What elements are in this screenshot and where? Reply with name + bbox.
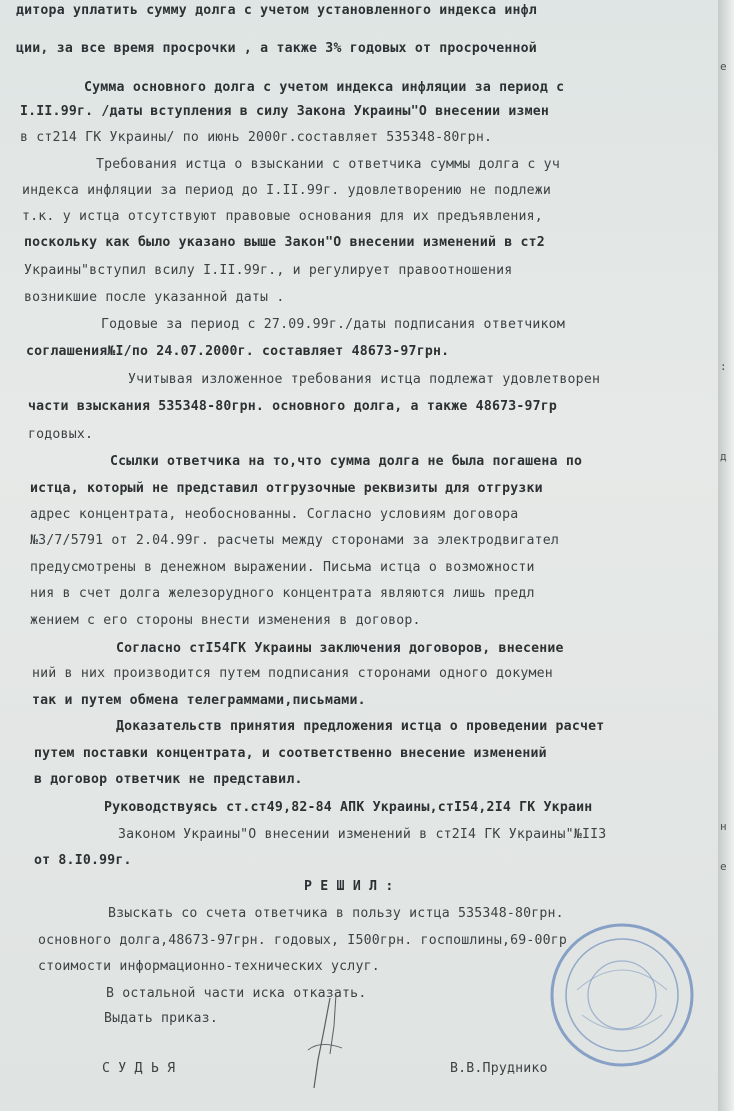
text-line: ний в них производится путем подписания сторонами одного докумен <box>32 666 553 681</box>
text-line: I.II.99г. /даты вступления в силу Закона Украины"О внесении измен <box>20 104 550 119</box>
text-line: в договор ответчик не представил. <box>34 772 303 787</box>
resolution-heading: Р Е Ш И Л : <box>304 879 394 894</box>
text-line: №3/7/5791 от 2.04.99г. расчеты между сторонами за электродвигател <box>30 533 560 548</box>
text-line: путем поставки концентрата, и соответственно внесение изменений <box>34 746 547 761</box>
text-line: дитора уплатить сумму долга с учетом установленного индекса инфл <box>16 3 537 18</box>
text-line: адрес концентрата, необоснованны. Согласно условиям договора <box>30 507 519 522</box>
text-line: основного долга,48673-97грн. годовых, I500грн. госпошлины,69-00гр <box>38 933 568 948</box>
text-line: возникшие после указанной даты . <box>24 290 285 305</box>
text-line: в ст214 ГК Украины/ по июнь 2000г.составляет 535348-80грн. <box>20 130 493 145</box>
edge-fragment: е <box>720 860 727 873</box>
text-line: индекса инфляции за период до I.II.99г. удовлетворению не подлежи <box>22 183 552 198</box>
text-line: Взыскать со счета ответчика в пользу истца 535348-80грн. <box>108 906 564 921</box>
text-line: части взыскания 535348-80грн. основного долга, а также 48673-97гр <box>28 399 558 414</box>
signature <box>290 990 380 1090</box>
text-line: т.к. у истца отсутствуют правовые основания для их предъявления, <box>22 209 543 224</box>
edge-fragment: : <box>720 360 727 373</box>
text-line: Согласно стI54ГК Украины заключения договоров, внесение <box>116 641 564 656</box>
text-line: ния в счет долга железорудного концентрата являются лишь предл <box>30 586 535 601</box>
text-line: предусмотрены в денежном выражении. Письма истца о возможности <box>30 560 535 575</box>
text-line: от 8.I0.99г. <box>34 853 132 868</box>
text-line: В остальной части иска отказать. <box>106 986 367 1001</box>
text-line: Руководствуясь ст.ст49,82-84 АПК Украины,стI54,2I4 ГК Украин <box>104 800 593 815</box>
judge-name: В.В.Пруднико <box>450 1061 548 1076</box>
official-stamp <box>547 920 697 1070</box>
text-line: поскольку как было указано выше Закон"О внесении изменений в ст2 <box>24 235 545 250</box>
text-line: Украины"вступил всилу I.II.99г., и регулирует правоотношения <box>24 263 513 278</box>
text-line: Требования истца о взыскании с ответчика суммы долга с уч <box>96 157 560 172</box>
page-edge <box>718 0 734 1111</box>
edge-fragment: е <box>720 60 727 73</box>
text-line: Ссылки ответчика на то,что сумма долга не была погашена по <box>110 454 583 469</box>
text-line: Доказательств принятия предложения истца о проведении расчет <box>116 719 605 734</box>
text-line: жением с его стороны внести изменения в договор. <box>30 613 421 628</box>
text-line: Законом Украины"О внесении изменений в ст2I4 ГК Украины"№II3 <box>118 827 607 842</box>
text-line: истца, который не представил отгрузочные реквизиты для отгрузки <box>30 481 543 496</box>
text-line: Сумма основного долга с учетом индекса инфляции за период с <box>84 80 565 95</box>
text-line: ции, за все время просрочки , а также 3% годовых от просроченной <box>16 41 537 56</box>
text-line: соглашения№I/по 24.07.2000г. составляет 48673-97грн. <box>26 344 450 359</box>
text-line: годовых. <box>28 427 94 442</box>
text-line: стоимости информационно-технических услуг. <box>38 959 380 974</box>
text-line: Годовые за период с 27.09.99г./даты подписания ответчиком <box>101 317 565 332</box>
edge-fragment: д <box>720 450 727 463</box>
judge-title: С У Д Ь Я <box>102 1061 176 1076</box>
edge-fragment: н <box>720 820 727 833</box>
text-line: Учитывая изложенное требования истца подлежат удовлетворен <box>128 372 601 387</box>
text-line: так и путем обмена телеграммами,письмами. <box>32 693 366 708</box>
text-line: Выдать приказ. <box>104 1011 218 1026</box>
